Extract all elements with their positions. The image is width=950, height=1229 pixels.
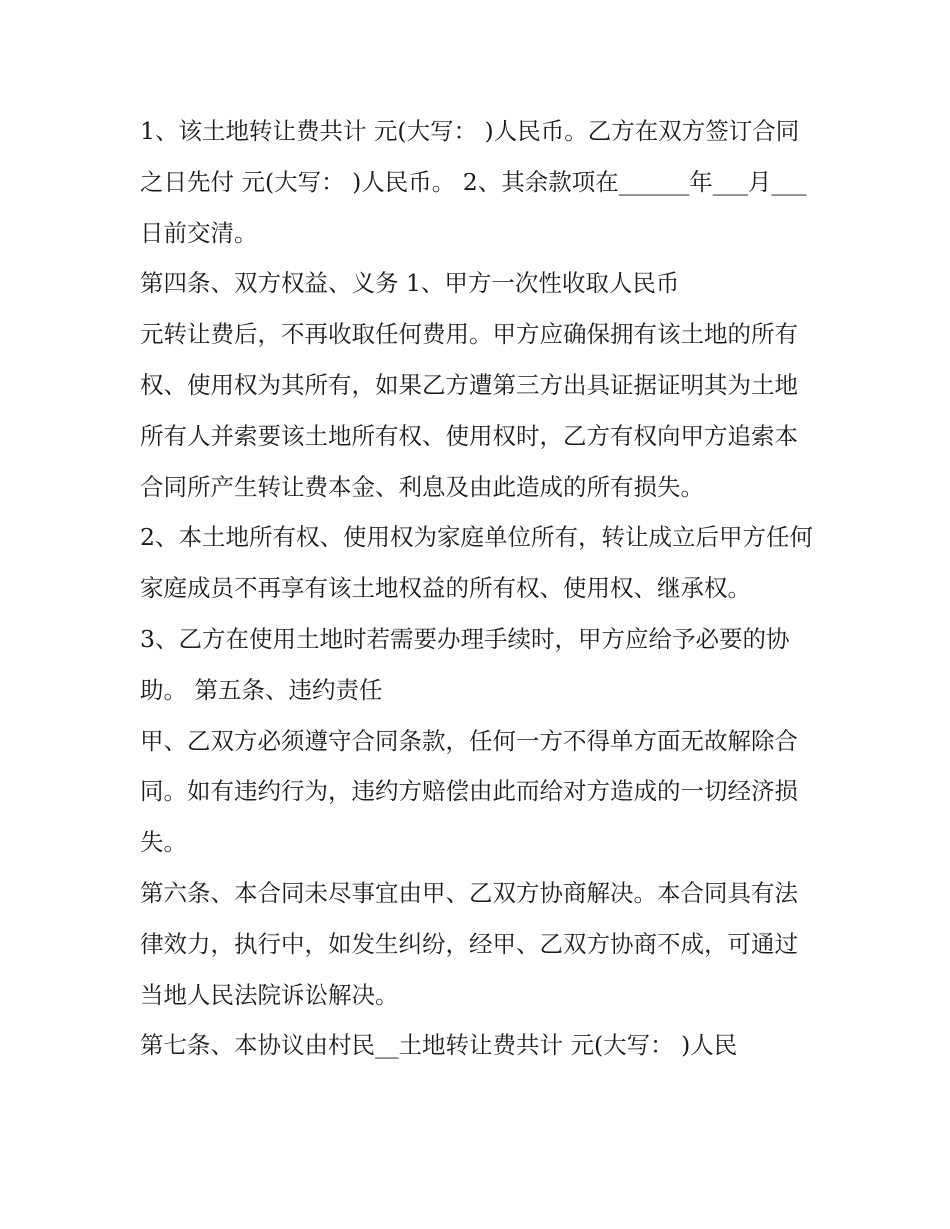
- document-body: [140, 106, 820, 1071]
- paragraph-article-7: 第七条、本协议由村民__土地转让费共计 元(大写： )人民: [140, 1031, 738, 1060]
- paragraph-article-4-clause-1: 元转让费后，不再收取任何费用。甲方应确保拥有该土地的所有权、使用权为其所有，如果乙方遭第三方出具证据证明其为土地所有人并索要该土地所有权、使用权时，乙方有权向甲方追索本合同所产生转让费本金、利息及由此造成的所有损失。: [140, 320, 798, 501]
- paragraph-payment-terms: 1、该土地转让费共计 元(大写： )人民币。乙方在双方签订合同之日先付 元(大写： )人民币。 2、其余款项在______年___月___日前交清。: [140, 117, 807, 247]
- paragraph-article-5-body: 甲、乙双方必须遵守合同条款，任何一方不得单方面无故解除合同。如有违约行为，违约方赔偿由此而给对方造成的一切经济损失。: [140, 726, 798, 857]
- paragraph-article-4-heading: 第四条、双方权益、义务 1、甲方一次性收取人民币: [140, 269, 680, 298]
- paragraph-article-4-clause-2: 2、本土地所有权、使用权为家庭单位所有，转让成立后甲方任何家庭成员不再享有该土地权益的所有权、使用权、继承权。: [140, 523, 813, 603]
- paragraph-article-4-clause-3: 3、乙方在使用土地时若需要办理手续时，甲方应给予必要的协助。 第五条、违约责任: [140, 624, 790, 704]
- paragraph-article-6: 第六条、本合同未尽事宜由甲、乙双方协商解决。本合同具有法律效力，执行中，如发生纠纷，经甲、乙双方协商不成，可通过当地人民法院诉讼解决。: [140, 878, 798, 1009]
